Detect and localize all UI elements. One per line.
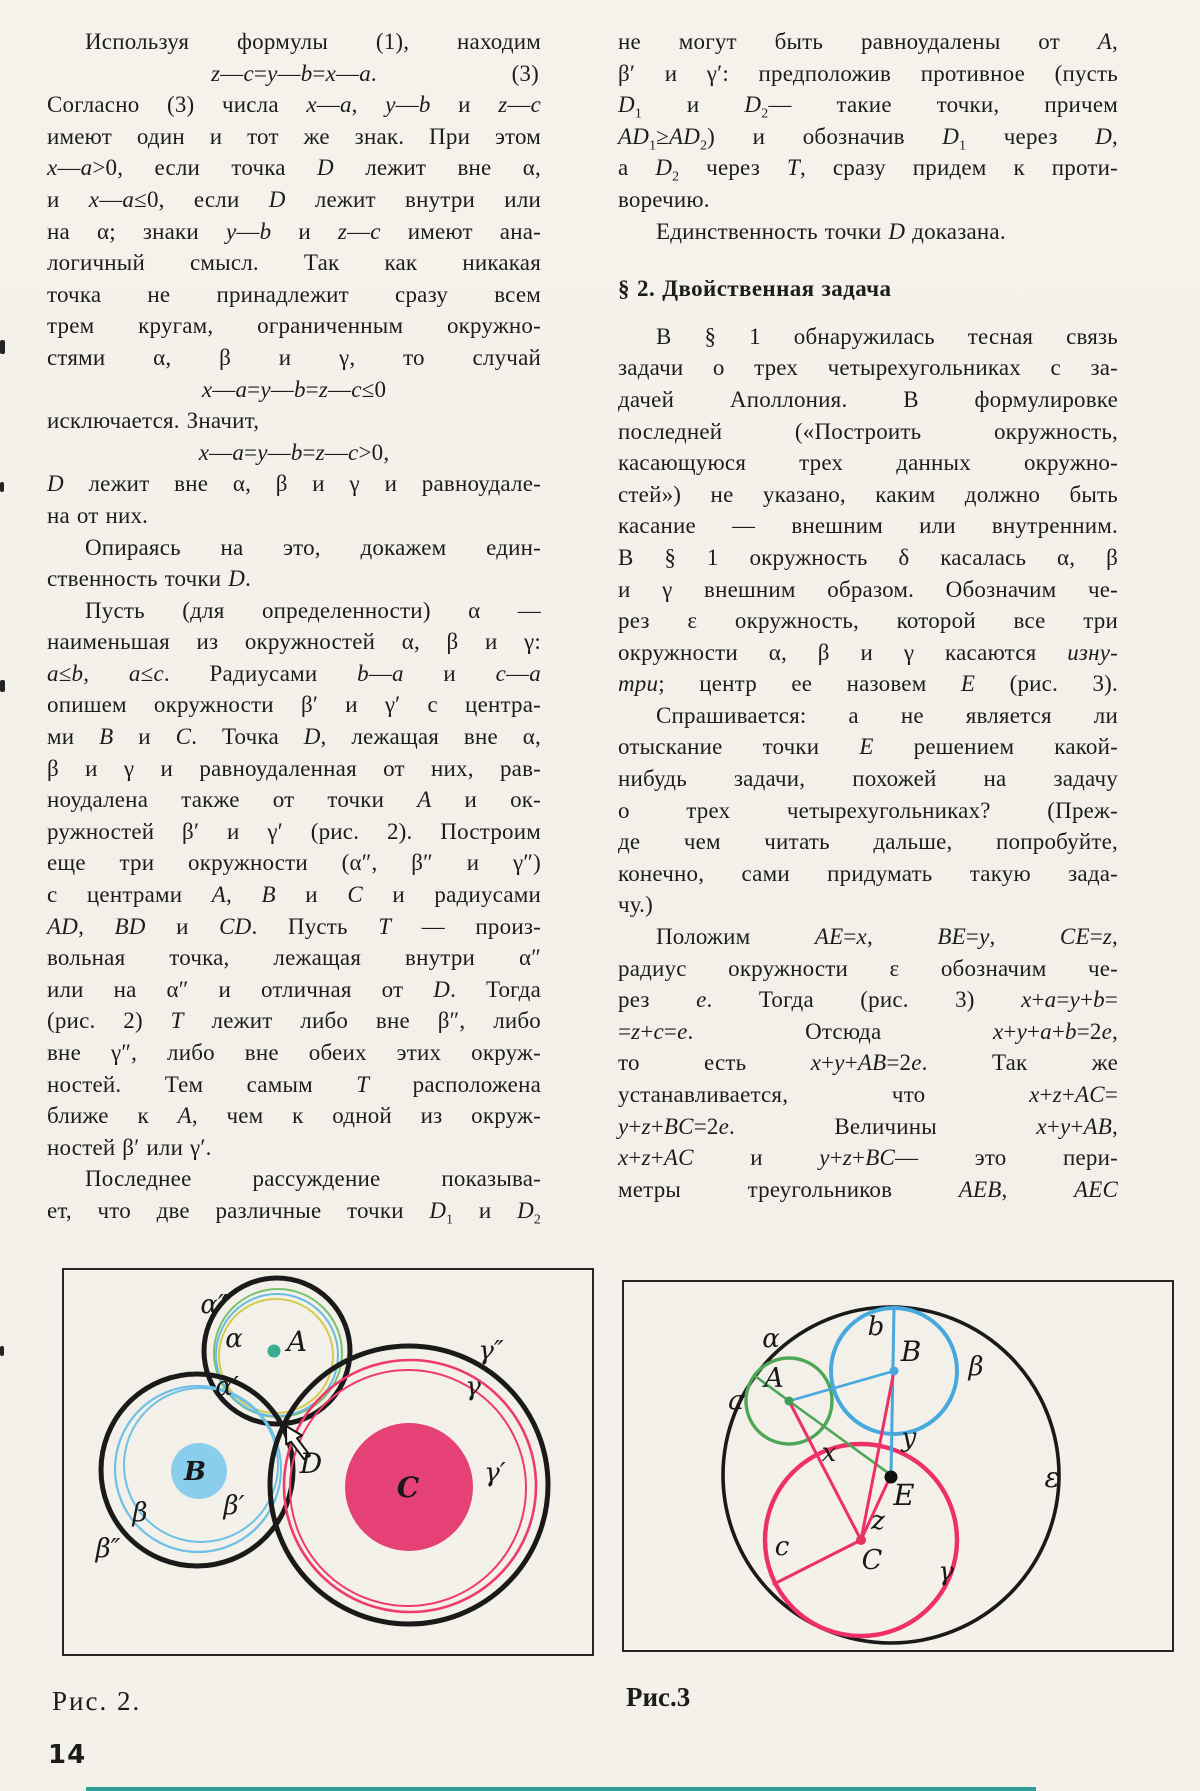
text-line: ми B и C. Точка D, лежащая вне α, [47,724,541,750]
figure-label: γ [938,1557,954,1587]
scan-artifact [0,1346,4,1356]
figure-label: c [774,1532,790,1562]
scan-edge-strip [86,1787,1036,1791]
text-line: касание — внешним или внутренним. [618,513,1118,539]
scan-artifact [0,340,5,354]
text-line: a≤b, a≤c. Радиусами b—a и c—a [47,660,541,686]
figure-label: y [901,1423,917,1453]
text-line: x+z+AC и y+z+BC— это пери- [618,1145,1118,1171]
text-line: Единственность точки D доказана. [656,218,1006,244]
text-line: Последнее рассуждение показыва- [85,1166,541,1192]
formula-number: (3) [511,60,539,86]
text-line: имеют один и тот же знак. При этом [47,123,541,149]
text-line: три; центр ее назовем E (рис. 3). [618,671,1118,697]
figure-label: C [861,1545,883,1576]
figure-label: B [184,1457,206,1487]
figure-label: B [900,1335,922,1368]
text-line: Спрашивается: а не является ли [656,702,1118,728]
text-column-right [618,26,1118,1205]
text-line: $AD_1\ge AD_2$) и обозначив $D_1$ через D, [618,123,1118,153]
text-line: не могут быть равноудалены от A, [618,29,1118,54]
text-line: на от них. [47,502,149,528]
figure-label: β′ [223,1491,245,1521]
text-line: x—a>0, если точка D лежит вне α, [47,155,541,181]
text-line: вольная точка, лежащая внутри α″ [47,945,541,971]
figure-label: A [286,1325,308,1358]
figure-label: a [728,1386,744,1416]
text-line: рез e. Тогда (рис. 3) x+a=y+b= [618,987,1118,1013]
text-line: и x—a≤0, если D лежит внутри или [47,186,542,212]
figure-label: x [821,1438,837,1468]
figure-2-diagram [64,1270,592,1654]
text-line: стями α, β и γ, то случай [47,344,541,370]
text-line: еще три окружности (α″, β″ и γ″) [47,850,541,876]
figure-3-caption: Рис.3 [626,1682,691,1712]
text-line: нибудь задачи, похожей на задачу [618,766,1118,792]
text-line: ностей. Тем самым T расположена [47,1071,541,1097]
text-line: наименьшая из окружностей α, β и γ: [47,629,541,655]
figure-label: α′ [215,1372,239,1402]
text-line: ностей β′ или γ′. [47,1134,212,1160]
figure-label: E [893,1478,915,1512]
text-line: =z+c=e. Отсюда x+y+a+b=2e, [618,1018,1118,1044]
text-line: ет, что две различные точки $D_1$ и $D_2$ [47,1197,541,1227]
figure-label: D [299,1447,323,1480]
text-line: логичный смысл. Так как никакая [47,250,541,276]
text-line: β и γ и равноудаленная от них, рав- [47,755,541,781]
text-line: то есть x+y+AB=2e. Так же [618,1050,1118,1076]
figure-label: A [764,1363,784,1394]
figure-label: γ″ [478,1336,504,1366]
text-line: касающуюся трех данных окружно- [618,450,1118,476]
text-line: рез ε окружность, которой все три [618,608,1118,634]
text-line: AD, BD и CD. Пусть T — произ- [47,913,541,939]
text-line: трем кругам, ограниченным окружно- [47,313,541,339]
text-line: на α; знаки y—b и z—c имеют ана- [47,218,541,244]
figure-point [890,1367,899,1376]
figure-2-caption: Рис. 2. [52,1686,142,1716]
text-line: точка не принадлежит сразу всем [47,281,541,307]
text-line: с центрами A, B и C и радиусами [47,882,542,908]
text-line: конечно, сами придумать такую зада- [618,860,1118,886]
text-line: дачей Аполлония. В формулировке [618,386,1118,412]
text-line: Используя формулы (1), находим [85,29,541,54]
figure-line [789,1371,894,1401]
text-line: радиус окружности ε обозначим че- [618,955,1118,981]
figure-label: α [225,1324,243,1354]
figure-label: C [396,1471,420,1504]
text-line: о трех четырехугольниках? (Преж- [618,797,1118,823]
text-line: и γ внешним образом. Обозначим че- [618,576,1118,602]
text-line: β′ и γ′: предположив противное (пусть [618,60,1118,86]
page-number: 14 [48,1740,87,1770]
text-line: Положим AE=x, BE=y, CE=z, [656,924,1118,950]
figure-disk [268,1345,281,1358]
text-line: де чем читать дальше, попробуйте, [618,829,1118,855]
text-line: ственность точки D. [47,566,252,592]
section-heading: § 2. Двойственная задача [618,276,892,302]
text-line: (рис. 2) T лежит либо вне β″, либо [47,1008,541,1034]
text-line: В § 1 окружность δ касалась α, β [618,544,1118,570]
figure-label: β [968,1352,984,1382]
figure-label: b [867,1312,885,1342]
text-line: Опираясь на это, докажем един- [85,534,541,560]
text-line: чу.) [618,892,653,918]
figure-label: z [871,1506,885,1536]
figure-2-frame [62,1268,594,1656]
figure-label: γ [465,1372,481,1402]
text-line: $D_1$ и $D_2—$ такие точки, причем [618,92,1118,121]
text-line: опишем окружности β′ и γ′ с центра- [47,692,541,718]
scan-artifact [0,482,4,492]
text-line: ближе к A, чем к одной из окруж- [47,1103,541,1129]
text-line: воречию. [618,186,710,212]
figure-3-frame [622,1280,1174,1652]
text-line: Пусть (для определенности) α — [85,597,541,623]
text-line: y+z+BC=2e. Величины x+y+AB, [618,1113,1118,1139]
figure-3-diagram [624,1282,1172,1650]
figure-label: ε [1044,1461,1060,1494]
text-line: отыскание точки E решением какой- [618,734,1118,760]
text-line: последней («Построить окружность, [618,418,1118,444]
figure-point [785,1397,794,1406]
figure-label: α″ [200,1290,228,1320]
text-line: или на α″ и отличная от D. Тогда [47,976,541,1002]
figure-label: β″ [95,1534,121,1564]
text-line: D лежит вне α, β и γ и равноудале- [47,471,541,497]
figure-point [856,1535,866,1545]
text-line: а $D_2$ через T, сразу придем к проти- [618,155,1119,184]
text-line: стей») не указано, каким должно быть [618,481,1118,507]
text-line: устанавливается, что x+z+AC= [618,1082,1118,1107]
text-line: ружностей β′ и γ′ (рис. 2). Построим [47,818,541,844]
text-line: окружности α, β и γ касаются изну- [618,639,1118,665]
text-line: метры треугольников AEB, AEC [618,1176,1118,1202]
text-line: вне γ″, либо вне обеих этих окруж- [47,1040,541,1065]
text-column-left [47,26,541,1227]
formula-line: z—c=y—b=x—a. (3) [47,58,541,90]
figure-label: α [762,1324,780,1354]
text-line: ноудалена также от точки A и ок- [47,787,542,813]
text-line: исключается. Значит, [47,408,260,434]
formula-line: x—a=y—b=z—c>0, [198,439,390,465]
text-line: Согласно (3) числа x—a, y—b и z—c [47,92,541,118]
figure-label: γ′ [484,1458,506,1488]
scan-artifact [0,680,5,692]
text-line: задачи о трех четырехугольниках с за- [618,355,1118,381]
figure-label: β [132,1498,148,1528]
text-line: В § 1 обнаружилась тесная связь [656,323,1118,349]
formula-line: x—a=y—b=z—c≤0 [201,376,387,402]
